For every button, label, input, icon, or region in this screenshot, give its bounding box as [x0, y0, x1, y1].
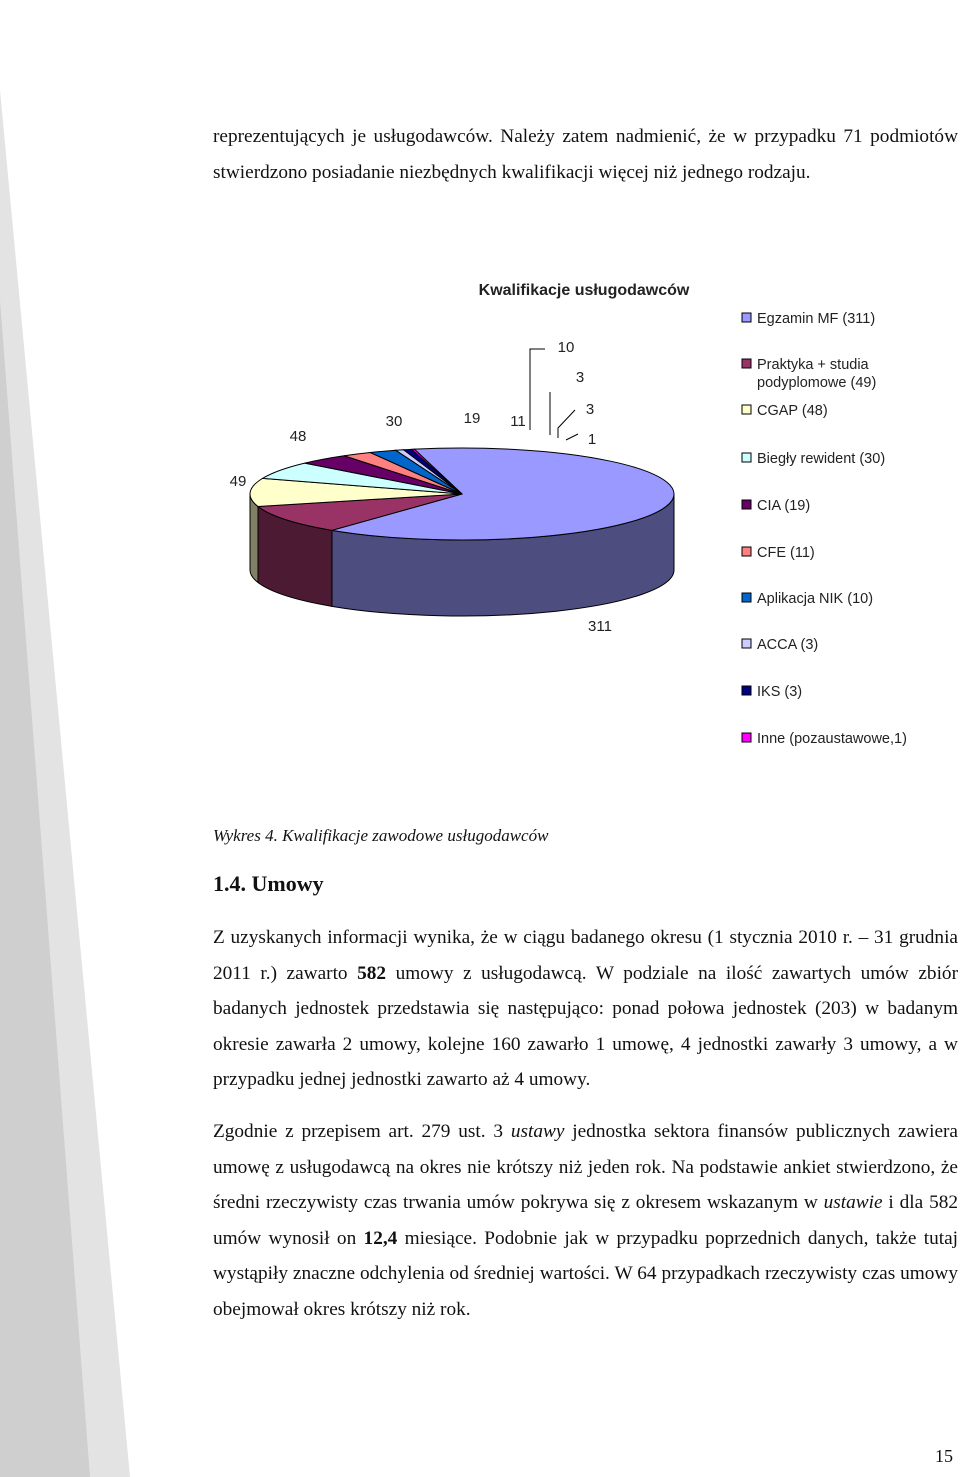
- contracts-text-a: Z uzyskanych informacji wynika, że w ciągu badanego okresu (1 stycznia 2010 r. – 31 grudnia 2011 r.) zawarto: [213, 927, 958, 984]
- data-label-2: 48: [289, 428, 307, 445]
- data-label-5: 11: [510, 413, 526, 430]
- chart-legend: [742, 311, 907, 747]
- data-label-3: 30: [385, 413, 403, 430]
- legend-label-7: ACCA (3): [757, 637, 819, 653]
- page-number: 15: [935, 1446, 953, 1466]
- data-label-4: 19: [463, 410, 481, 427]
- legend-label-4: CIA (19): [757, 498, 811, 514]
- duration-text-b: jednostka sektora finansów publicznych zawiera umowę z usługodawcą na okres nie krótszy niż jeden rok. Na podstawie ankiet stwierdzono, że średni rzeczywisty czas trwania umów pokrywa się z okresem wskazanym w: [213, 1121, 958, 1214]
- contracts-text-b: umowy z usługodawcą. W podziale na ilość zawartych umów zbiór badanych jednostek przedstawia się następująco: ponad połowa jednostek (203) w badanym okresie zawarła 2 umowy, kolejne 160 zawarło 1 umowę, 4 jednostki zawarły 3 umowy, a w przypadku jednej jednostki zawarto aż 4 umowy.: [213, 962, 958, 1091]
- contracts-paragraph: [213, 920, 958, 1098]
- legend-swatch-8: [742, 686, 751, 695]
- leader-line-8: [558, 410, 575, 438]
- data-label-9: 1: [587, 431, 597, 448]
- legend-label-9: Inne (pozaustawowe,1): [757, 731, 907, 747]
- legend-swatch-0: [742, 313, 751, 322]
- legend-swatch-3: [742, 453, 751, 462]
- data-label-0: 311: [588, 618, 612, 635]
- duration-text-c: i dla 582 umów wynosił on: [213, 1192, 958, 1249]
- contracts-count: 582: [357, 962, 387, 984]
- legend-swatch-5: [742, 547, 751, 556]
- duration-law-ref-1: ustawy: [510, 1121, 565, 1142]
- legend-label-0: Egzamin MF (311): [757, 311, 876, 327]
- duration-law-ref-2: ustawie: [823, 1192, 883, 1214]
- data-label-7: 3: [575, 369, 585, 386]
- legend-label-8: IKS (3): [757, 684, 803, 700]
- qualifications-pie-chart: [0, 260, 960, 800]
- section-heading: 1.4. Umowy: [213, 871, 324, 896]
- data-label-1: 49: [229, 473, 247, 490]
- legend-swatch-1: [742, 359, 751, 368]
- legend-label-6: Aplikacja NIK (10): [757, 591, 874, 607]
- duration-paragraph: [213, 1114, 958, 1328]
- legend-swatch-7: [742, 639, 751, 648]
- legend-label-5: CFE (11): [757, 545, 815, 561]
- legend-label-1: Praktyka + studia podyplomowe (49): [757, 357, 877, 391]
- chart-title: Kwalifikacje usługodawców: [478, 282, 690, 299]
- data-label-6: 10: [557, 339, 575, 356]
- duration-text-d: miesiące. Podobnie jak w przypadku poprzednich danych, także tutaj wystąpiły znaczne odchylenia od średniej wartości. W 64 przypadkach rzeczywisty czas umowy obejmował okres krótszy niż rok.: [213, 1227, 958, 1320]
- average-duration-value: 12,4: [363, 1227, 398, 1249]
- legend-label-2: CGAP (48): [757, 403, 828, 419]
- legend-swatch-4: [742, 500, 751, 509]
- leader-line-6: [530, 349, 545, 430]
- duration-text-a: Zgodnie z przepisem art. 279 ust. 3: [213, 1121, 511, 1142]
- legend-swatch-6: [742, 593, 751, 602]
- intro-paragraph: reprezentujących je usługodawców. Należy zatem nadmienić, że w przypadku 71 podmiotów stwierdzono posiadanie niezbędnych kwalifikacji więcej niż jednego rodzaju.: [213, 126, 958, 183]
- figure-caption: Wykres 4. Kwalifikacje zawodowe usługodawców: [213, 826, 549, 845]
- pie-side-2: [250, 494, 258, 583]
- pie-slices: [250, 448, 674, 540]
- legend-label-3: Biegły rewident (30): [757, 451, 886, 467]
- legend-swatch-2: [742, 405, 751, 414]
- leader-line-9: [566, 434, 578, 440]
- legend-swatch-9: [742, 733, 751, 742]
- data-label-8: 3: [585, 401, 595, 418]
